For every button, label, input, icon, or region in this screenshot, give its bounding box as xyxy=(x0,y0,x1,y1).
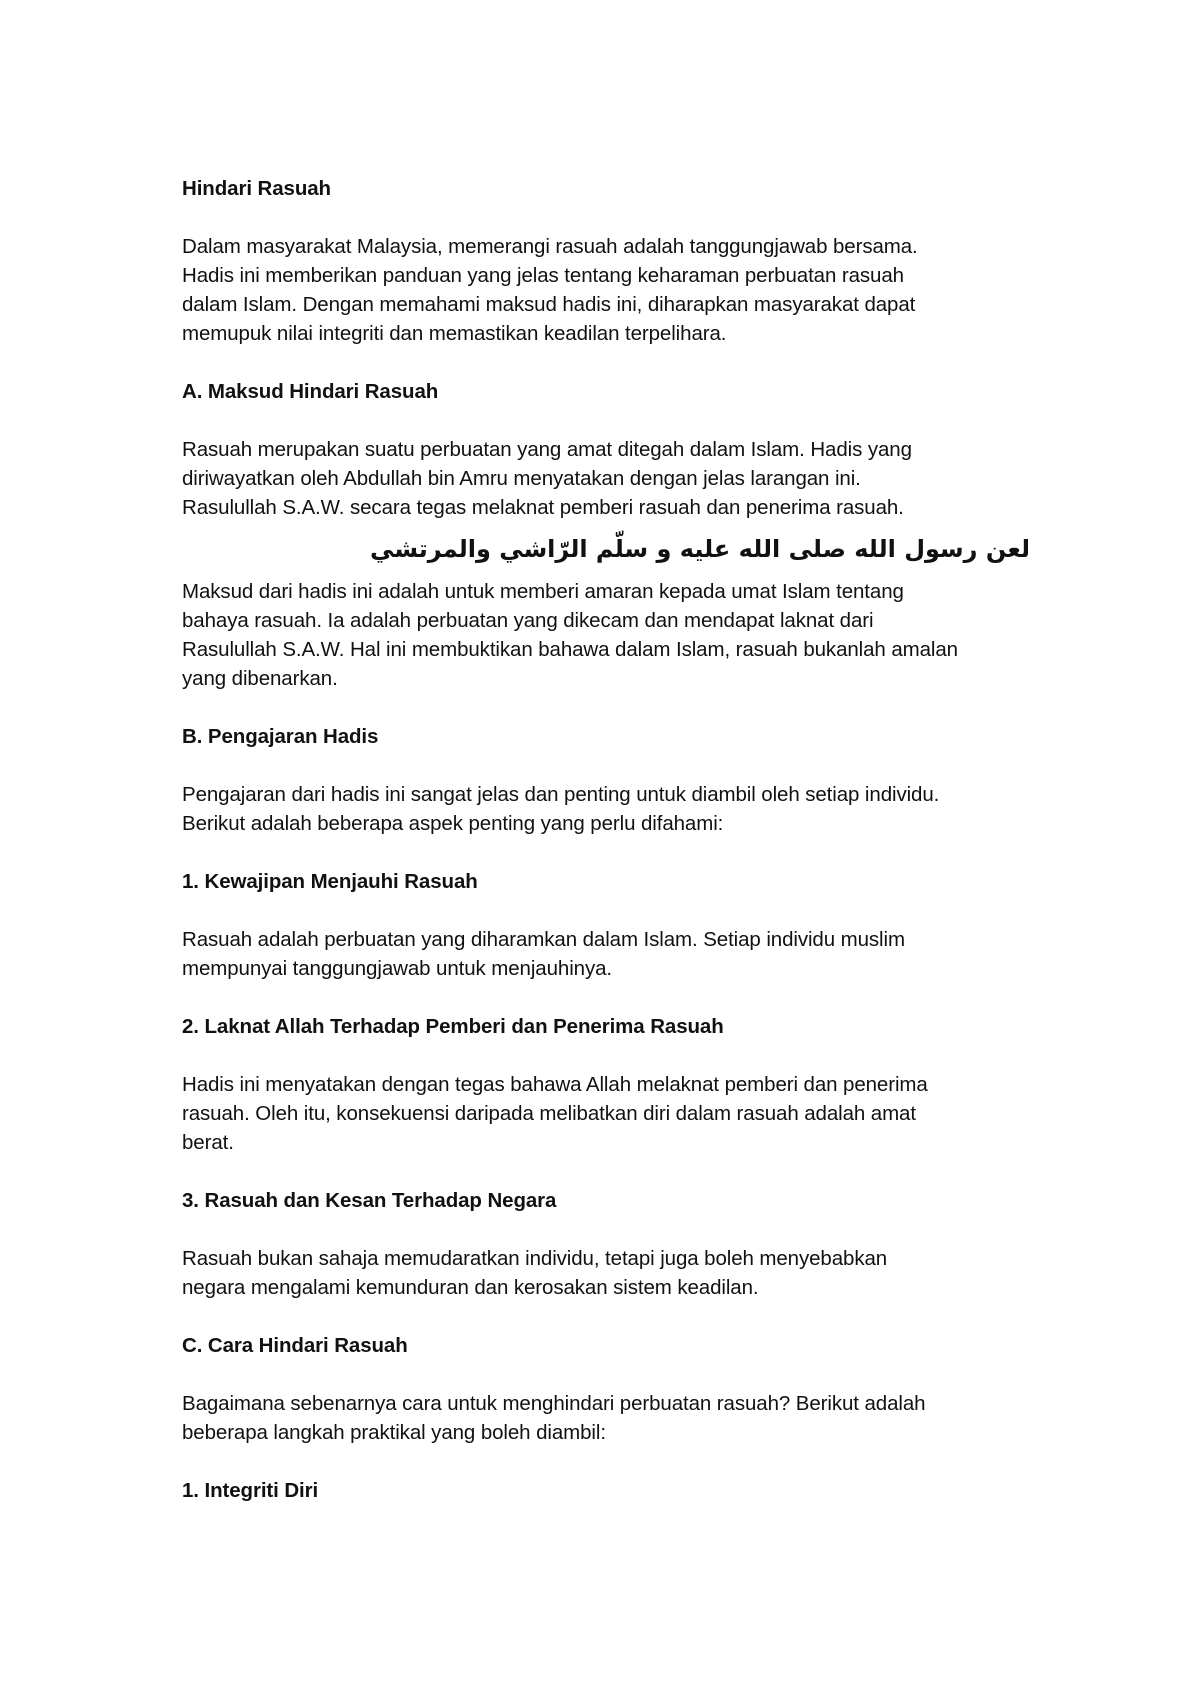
point-2-paragraph xyxy=(182,1070,1042,1157)
text-line: mempunyai tanggungjawab untuk menjauhinya. xyxy=(182,957,613,980)
section-heading-c: C. Cara Hindari Rasuah xyxy=(182,1334,408,1357)
text-line: Pengajaran dari hadis ini sangat jelas dan penting untuk diambil oleh setiap individu. xyxy=(182,783,940,806)
section-a-paragraph-1 xyxy=(182,435,1042,522)
text-line: Hadis ini memberikan panduan yang jelas tentang keharaman perbuatan rasuah xyxy=(182,264,904,287)
paragraph-spacer xyxy=(182,1157,1042,1186)
paragraph-spacer xyxy=(182,1447,1042,1476)
text-line: Rasulullah S.A.W. Hal ini membuktikan bahawa dalam Islam, rasuah bukanlah amalan xyxy=(182,638,958,661)
text-line: dalam Islam. Dengan memahami maksud hadis ini, diharapkan masyarakat dapat xyxy=(182,293,916,316)
section-heading-a: A. Maksud Hindari Rasuah xyxy=(182,380,439,403)
paragraph-spacer xyxy=(182,406,1042,435)
text-line: Berikut adalah beberapa aspek penting yang perlu difahami: xyxy=(182,812,724,835)
paragraph-spacer xyxy=(182,1215,1042,1244)
paragraph-spacer xyxy=(182,203,1042,232)
text-line: yang dibenarkan. xyxy=(182,667,338,690)
paragraph-spacer xyxy=(182,1041,1042,1070)
point-heading-c1: 1. Integriti Diri xyxy=(182,1479,319,1502)
paragraph-spacer xyxy=(182,896,1042,925)
paragraph-spacer xyxy=(182,1302,1042,1331)
text-line: rasuah. Oleh itu, konsekuensi daripada melibatkan diri dalam rasuah adalah amat xyxy=(182,1102,916,1125)
text-line: Rasuah merupakan suatu perbuatan yang amat ditegah dalam Islam. Hadis yang xyxy=(182,438,912,461)
text-line: beberapa langkah praktikal yang boleh diambil: xyxy=(182,1421,606,1444)
point-heading-1: 1. Kewajipan Menjauhi Rasuah xyxy=(182,870,478,893)
text-line: Hadis ini menyatakan dengan tegas bahawa Allah melaknat pemberi dan penerima xyxy=(182,1073,928,1096)
text-line: negara mengalami kemunduran dan kerosakan sistem keadilan. xyxy=(182,1276,759,1299)
paragraph-spacer xyxy=(182,751,1042,780)
section-heading-b: B. Pengajaran Hadis xyxy=(182,725,379,748)
paragraph-spacer xyxy=(182,1360,1042,1389)
paragraph-spacer xyxy=(182,983,1042,1012)
text-line: diriwayatkan oleh Abdullah bin Amru menyatakan dengan jelas larangan ini. xyxy=(182,467,861,490)
text-line: Rasulullah S.A.W. secara tegas melaknat pemberi rasuah dan penerima rasuah. xyxy=(182,496,904,519)
section-b-intro xyxy=(182,780,1042,838)
section-a-paragraph-2 xyxy=(182,577,1042,693)
document-body xyxy=(182,174,1042,1505)
text-line: memupuk nilai integriti dan memastikan keadilan terpelihara. xyxy=(182,322,727,345)
point-heading-2: 2. Laknat Allah Terhadap Pemberi dan Penerima Rasuah xyxy=(182,1015,724,1038)
text-line: Maksud dari hadis ini adalah untuk memberi amaran kepada umat Islam tentang xyxy=(182,580,904,603)
point-3-paragraph xyxy=(182,1244,1042,1302)
section-c-intro xyxy=(182,1389,1042,1447)
paragraph-spacer xyxy=(182,348,1042,377)
document-title: Hindari Rasuah xyxy=(182,177,331,200)
text-line: Rasuah bukan sahaja memudaratkan individu, tetapi juga boleh menyebabkan xyxy=(182,1247,888,1270)
text-line: Rasuah adalah perbuatan yang diharamkan dalam Islam. Setiap individu muslim xyxy=(182,928,905,951)
text-line: bahaya rasuah. Ia adalah perbuatan yang dikecam dan mendapat laknat dari xyxy=(182,609,874,632)
point-heading-3: 3. Rasuah dan Kesan Terhadap Negara xyxy=(182,1189,557,1212)
intro-paragraph xyxy=(182,232,1042,348)
paragraph-spacer xyxy=(182,693,1042,722)
text-line: Dalam masyarakat Malaysia, memerangi rasuah adalah tanggungjawab bersama. xyxy=(182,235,918,258)
paragraph-spacer xyxy=(182,838,1042,867)
text-line: Bagaimana sebenarnya cara untuk menghindari perbuatan rasuah? Berikut adalah xyxy=(182,1392,926,1415)
text-line: berat. xyxy=(182,1131,234,1154)
point-1-paragraph xyxy=(182,925,1042,983)
arabic-hadith-text: لعن رسول الله صلى الله عليه و سلّم الرّاشي والمرتشي xyxy=(370,535,1030,563)
